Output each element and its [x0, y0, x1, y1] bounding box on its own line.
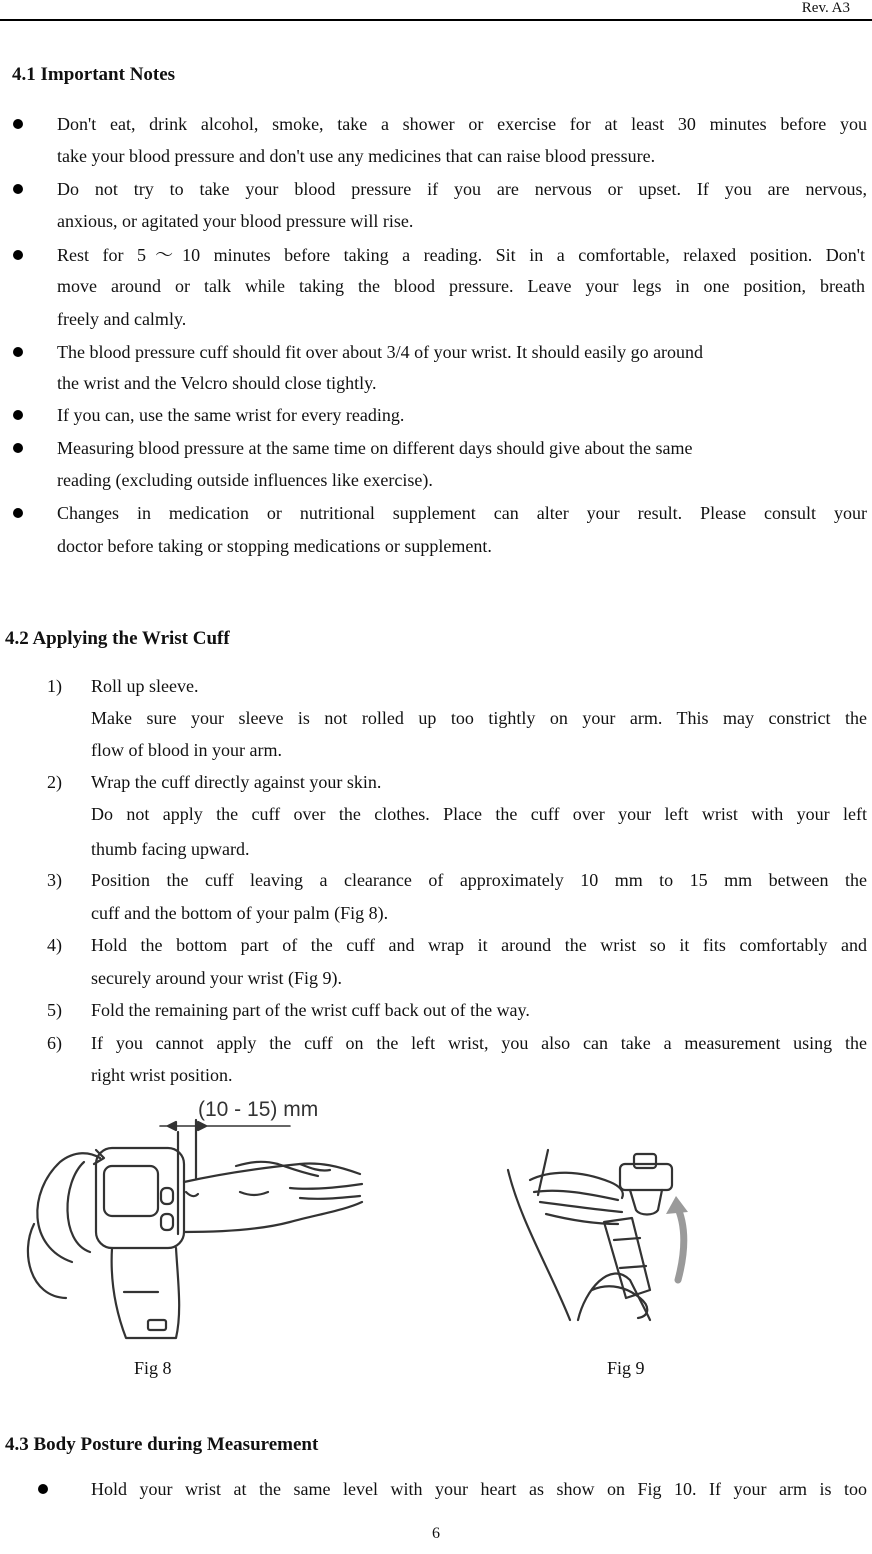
- fig-9-illustration: [500, 1140, 700, 1325]
- note-2-line-1: Do not try to take your blood pressure if you are nervous or upset. If you are nervous,: [57, 179, 867, 199]
- step-number: 6): [47, 1033, 62, 1053]
- bullet-dot: [13, 119, 23, 129]
- step-2-line-2: Do not apply the cuff over the clothes. Place the cuff over your left wrist with your left: [91, 804, 867, 824]
- section-4-2-heading: 4.2 Applying the Wrist Cuff: [5, 628, 230, 649]
- fig-8-illustration: [0, 1092, 380, 1352]
- note-5-line-1: If you can, use the same wrist for every reading.: [57, 405, 405, 425]
- section-4-1-heading: 4.1 Important Notes: [12, 64, 176, 85]
- step-4-line-1: Hold the bottom part of the cuff and wrap it around the wrist so it fits comfortably and: [91, 935, 867, 955]
- note-4-line-2: the wrist and the Velcro should close tightly.: [57, 373, 377, 393]
- fig-8-caption: Fig 8: [134, 1358, 172, 1378]
- step-3-line-1: Position the cuff leaving a clearance of approximately 10 mm to 15 mm between the: [91, 870, 867, 890]
- step-2-line-3: thumb facing upward.: [91, 839, 250, 859]
- step-6-line-2: right wrist position.: [91, 1065, 233, 1085]
- note-7-line-1: Changes in medication or nutritional supplement can alter your result. Please consult your: [57, 503, 867, 523]
- bullet-dot: [13, 443, 23, 453]
- note-6-line-2: reading (excluding outside influences like exercise).: [57, 470, 433, 490]
- step-4-line-2: securely around your wrist (Fig 9).: [91, 968, 342, 988]
- note-3-line-1: Rest for 5～10 minutes before taking a reading. Sit in a comfortable, relaxed position. Don't: [57, 245, 865, 265]
- header-rule: [0, 19, 872, 21]
- step-3-line-2: cuff and the bottom of your palm (Fig 8).: [91, 903, 389, 923]
- posture-note-1-line-1: Hold your wrist at the same level with your heart as show on Fig 10. If your arm is too: [91, 1479, 867, 1499]
- note-1-line-2: take your blood pressure and don't use any medicines that can raise blood pressure.: [57, 146, 656, 166]
- page-number: 6: [432, 1525, 440, 1542]
- bullet-dot: [38, 1484, 48, 1494]
- step-1-line-2: Make sure your sleeve is not rolled up too tightly on your arm. This may constrict the: [91, 708, 867, 728]
- bullet-dot: [13, 410, 23, 420]
- step-6-line-1: If you cannot apply the cuff on the left wrist, you also can take a measurement using the: [91, 1033, 867, 1053]
- bullet-dot: [13, 250, 23, 260]
- bullet-dot: [13, 508, 23, 518]
- step-2-line-1: Wrap the cuff directly against your skin.: [91, 772, 382, 792]
- note-2-line-2: anxious, or agitated your blood pressure will rise.: [57, 211, 414, 231]
- revision-label: Rev. A3: [801, 0, 850, 16]
- fig-8-dimension-label: (10 - 15) mm: [198, 1098, 319, 1121]
- step-5-line-1: Fold the remaining part of the wrist cuff back out of the way.: [91, 1000, 530, 1020]
- step-number: 4): [47, 935, 62, 955]
- section-4-3-heading: 4.3 Body Posture during Measurement: [5, 1434, 319, 1455]
- note-4-line-1: The blood pressure cuff should fit over about 3/4 of your wrist. It should easily go around: [57, 342, 704, 362]
- step-number: 5): [47, 1000, 62, 1020]
- note-1-line-1: Don't eat, drink alcohol, smoke, take a shower or exercise for at least 30 minutes before you: [57, 114, 867, 134]
- bullet-dot: [13, 184, 23, 194]
- step-number: 3): [47, 870, 62, 890]
- step-number: 2): [47, 772, 62, 792]
- step-1-line-3: flow of blood in your arm.: [91, 740, 282, 760]
- bullet-dot: [13, 347, 23, 357]
- step-number: 1): [47, 676, 62, 696]
- fig-9-caption: Fig 9: [607, 1358, 645, 1378]
- note-7-line-2: doctor before taking or stopping medications or supplement.: [57, 536, 492, 556]
- note-3-line-2: move around or talk while taking the blood pressure. Leave your legs in one position, breath: [57, 276, 865, 296]
- note-3-line-3: freely and calmly.: [57, 309, 187, 329]
- step-1-line-1: Roll up sleeve.: [91, 676, 199, 696]
- note-6-line-1: Measuring blood pressure at the same time on different days should give about the same: [57, 438, 693, 458]
